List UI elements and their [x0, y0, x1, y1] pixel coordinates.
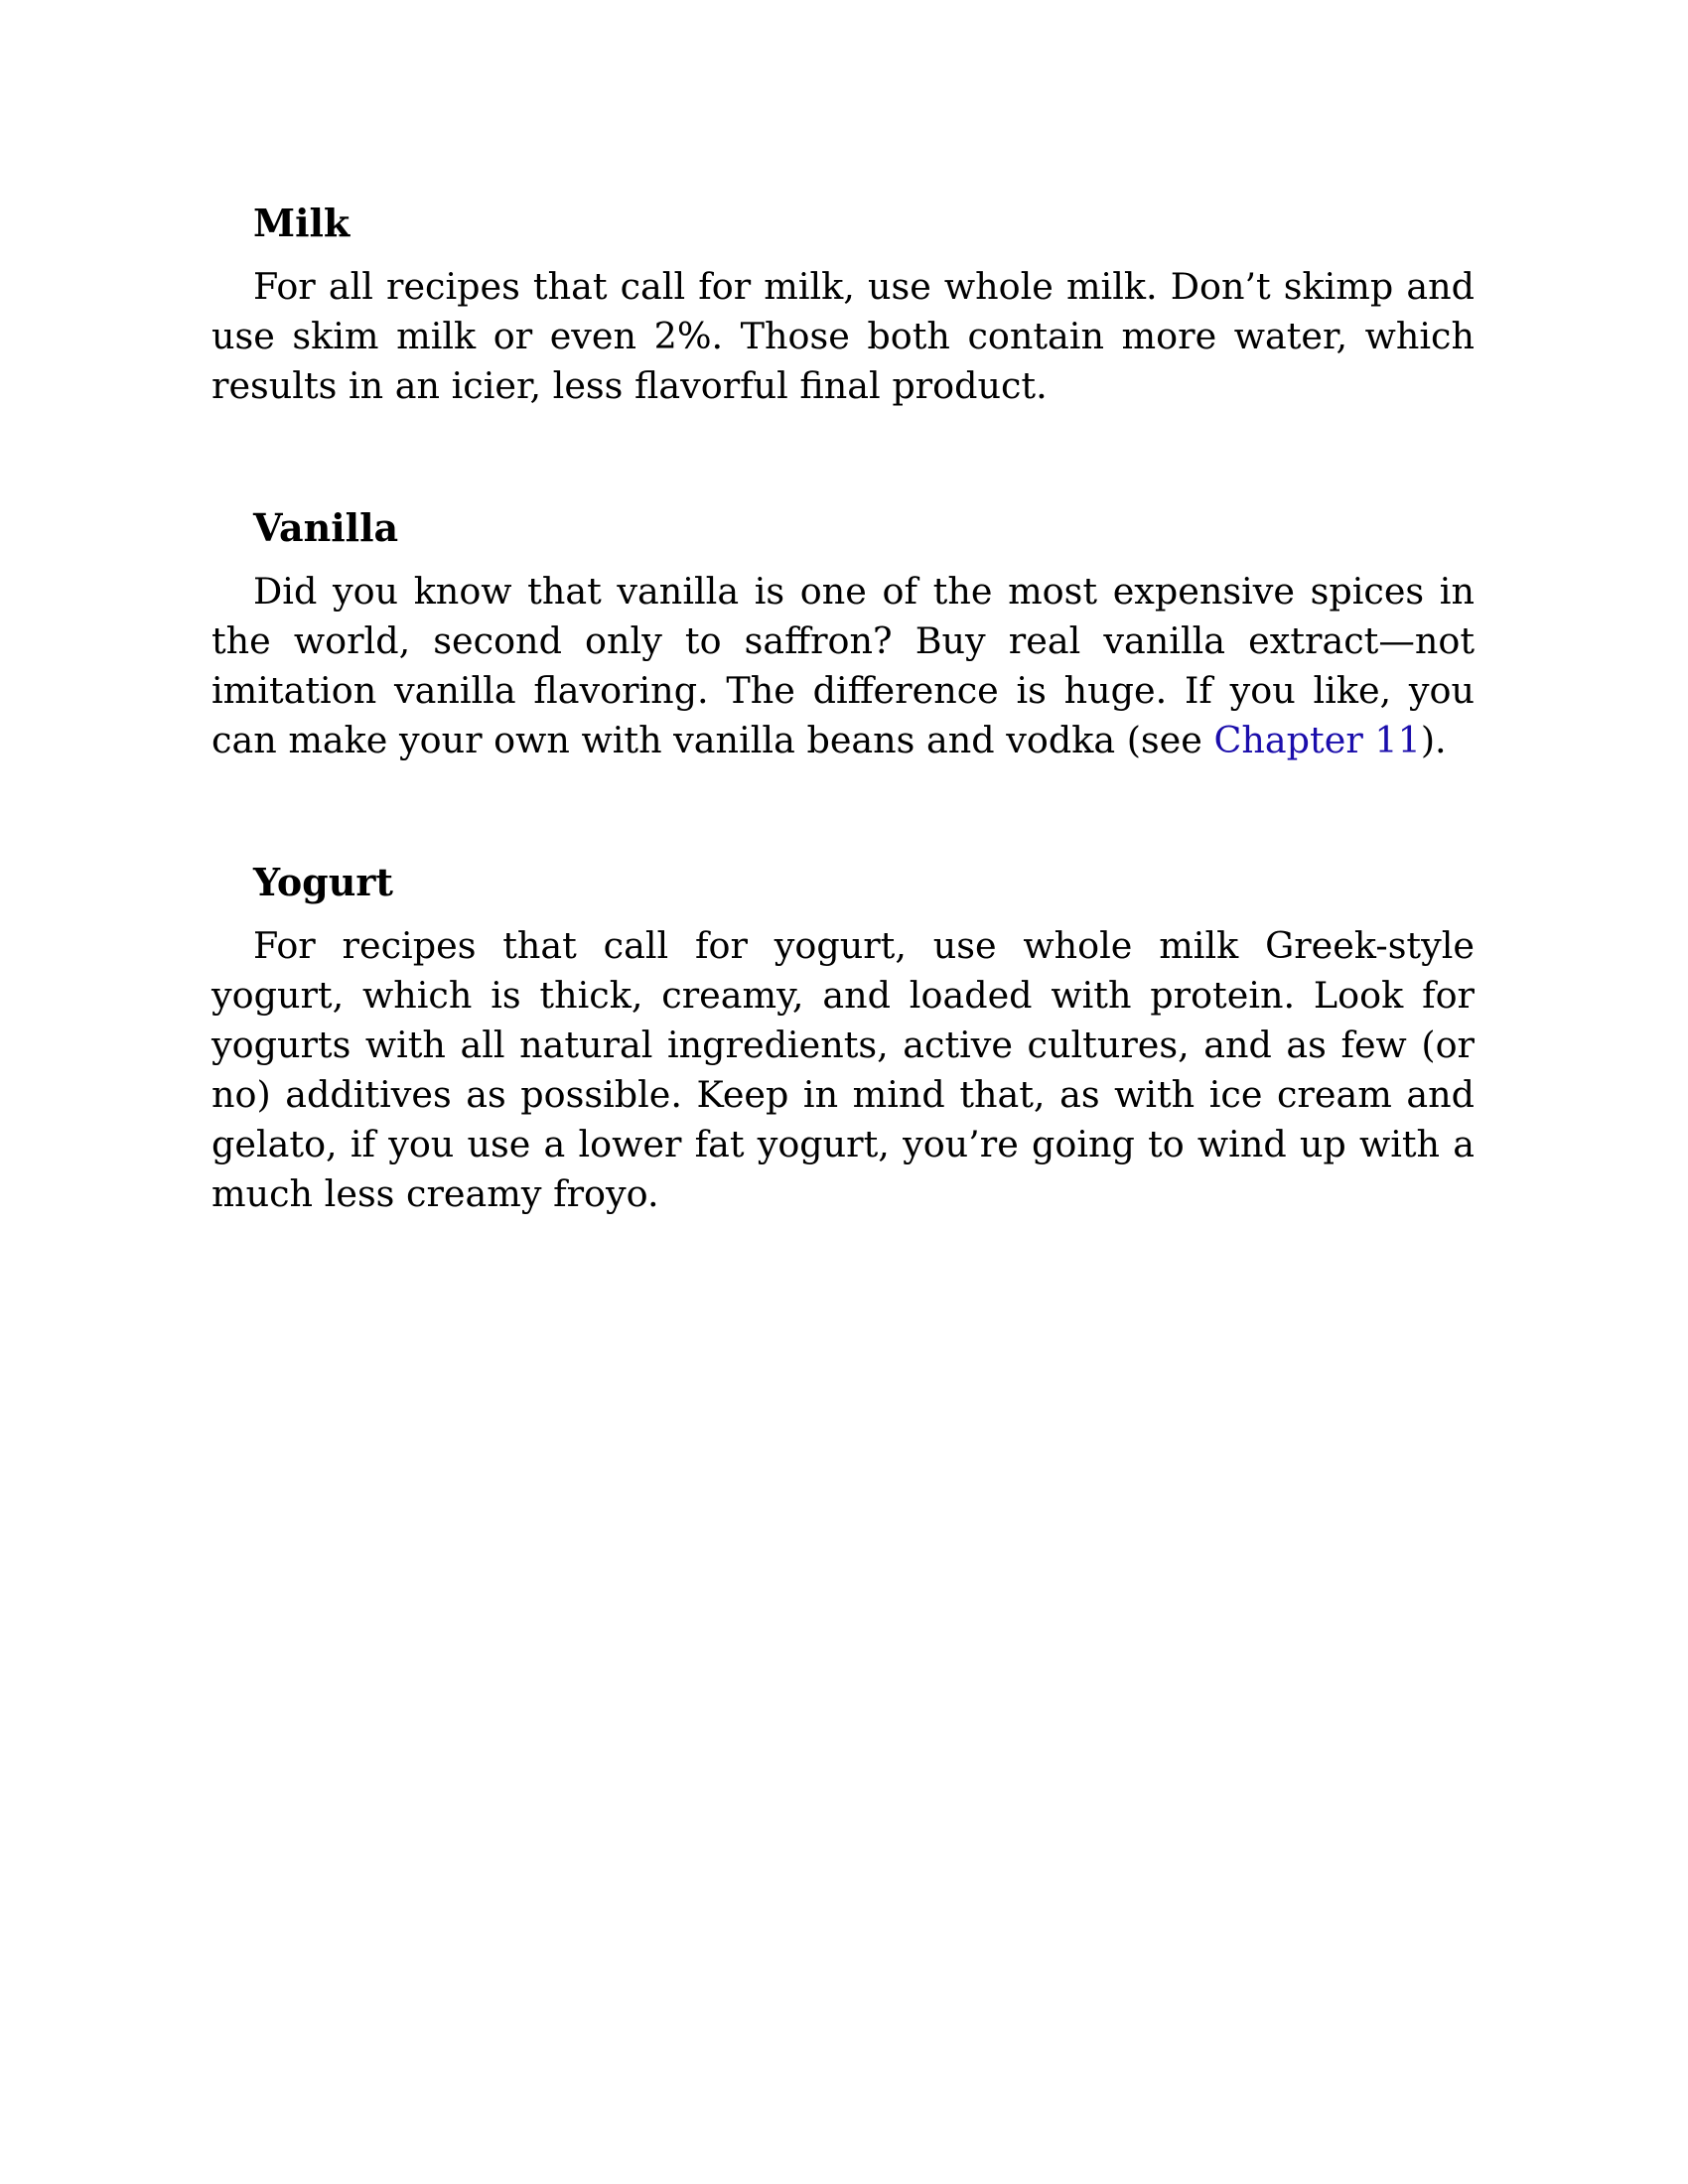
section-body-vanilla [211, 567, 1475, 765]
document-page [211, 194, 1475, 1219]
vanilla-body-text: Did you know that vanilla is one of the most expensive spices in the world, second only to saffron? Buy real vanilla extract—not imitation vanilla flavoring. The difference is huge. If you like, you can make your own with vanilla beans and vodka (see [211, 570, 1475, 761]
section-heading-yogurt: Yogurt [253, 860, 393, 904]
section-body-milk: For all recipes that call for milk, use whole milk. Don’t skimp and use skim milk or even 2%. Those both contain more water, which results in an icier, less flavorful final product. [211, 265, 1475, 407]
section-yogurt [211, 853, 1475, 1219]
section-body-yogurt: For recipes that call for yogurt, use whole milk Greek-style yogurt, which is thick, creamy, and loaded with protein. Look for yogurts with all natural ingredients, active cultures, and as few (or no) additives as possible. Keep in mind that, as with ice cream and gelato, if you use a lower fat yogurt, you’re going to wind up with a much less creamy froyo. [211, 924, 1475, 1215]
vanilla-body-text-end: ). [1420, 719, 1447, 761]
chapter-11-link[interactable]: Chapter 11 [1213, 719, 1421, 761]
section-vanilla [211, 498, 1475, 765]
section-milk [211, 194, 1475, 411]
section-heading-vanilla: Vanilla [253, 505, 399, 550]
section-heading-milk: Milk [253, 201, 351, 245]
